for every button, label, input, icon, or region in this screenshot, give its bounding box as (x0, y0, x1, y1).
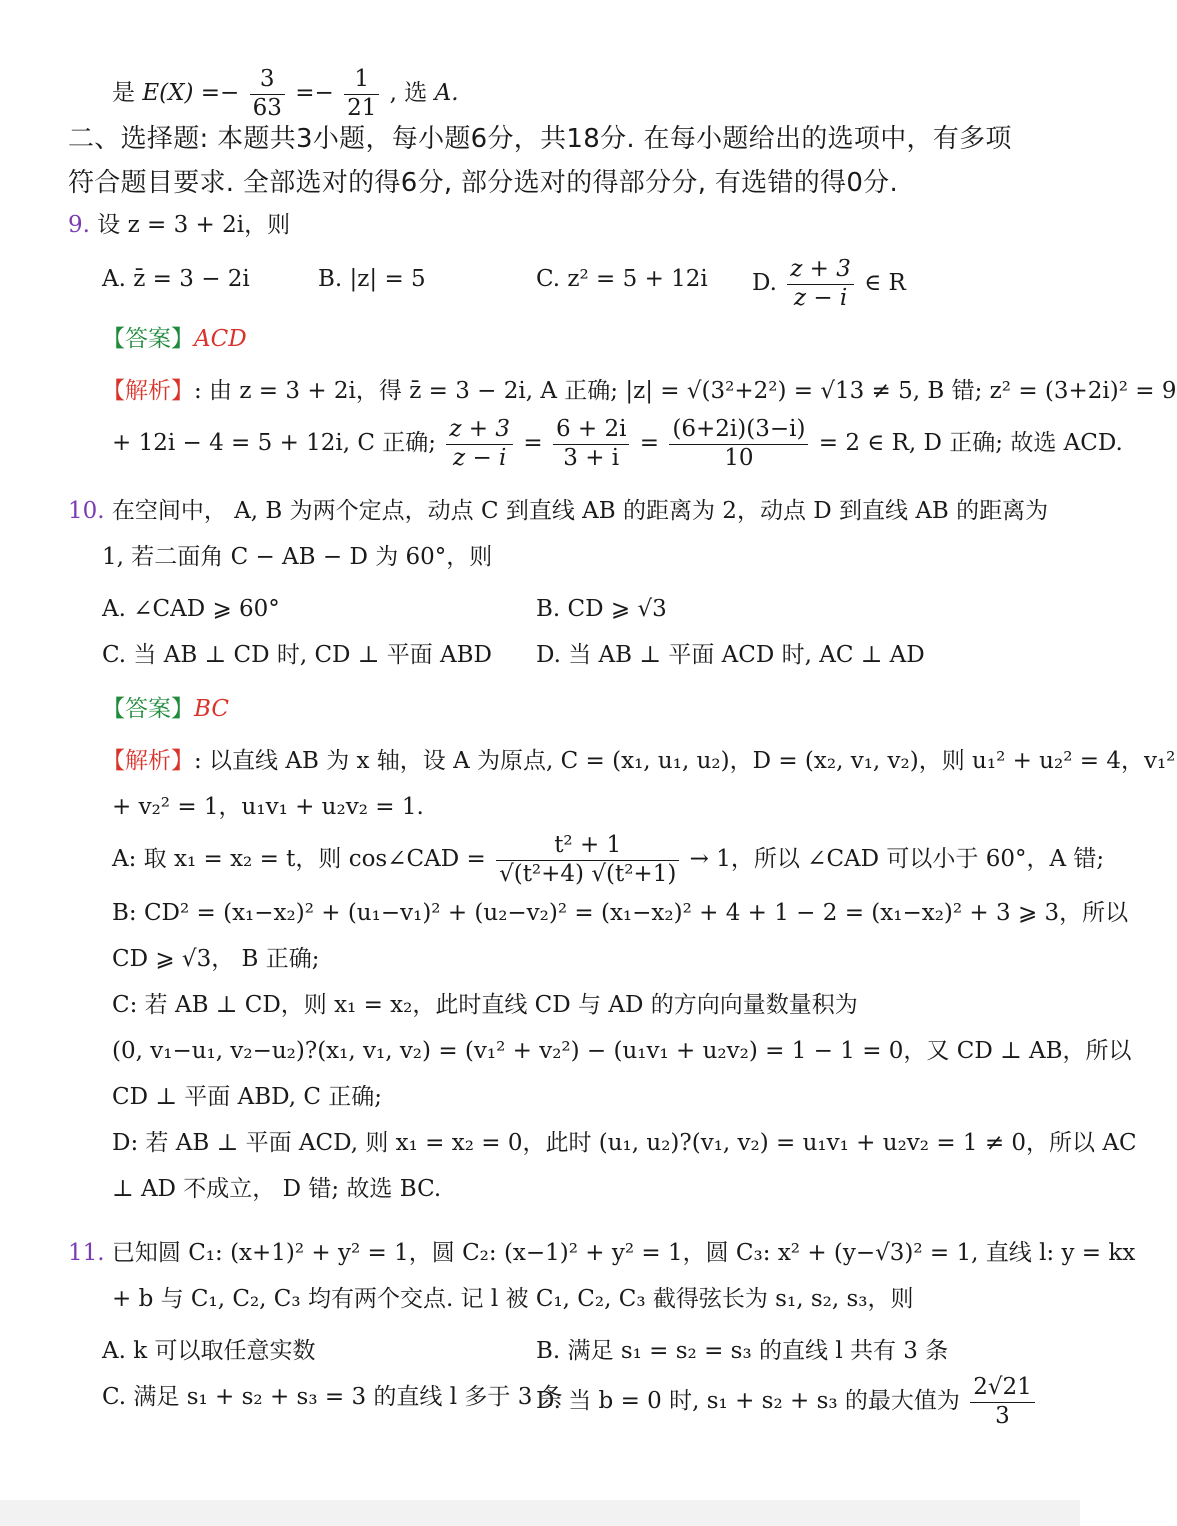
section-header-line1: 二、选择题: 本题共3小题，每小题6分，共18分. 在每小题给出的选项中，有多项 (68, 124, 1012, 154)
question-number: 9. (68, 212, 90, 238)
prev-answer-line (112, 66, 459, 122)
question-text: 在空间中， A, B 为两个定点，动点 C 到直线 AB 的距离为 2，动点 D 到直线 AB 的距离为 (111, 498, 1049, 524)
prev-text: , 选 (389, 80, 428, 107)
question-10-stem-line1 (68, 498, 1048, 526)
q9-answer (102, 326, 247, 354)
q11-option-a: A. k 可以取任意实数 (102, 1338, 316, 1364)
page-bottom-strip (0, 1500, 1080, 1526)
q10-analysis-a: A: 取 x₁ = x₂ = t，则 cos∠CAD = $\frac{\text{t² + 1}}{\text{√(t²+4) √(t²+1)}}$ → 1，所以 ∠CAD 可以小于 60°，A 错; (112, 832, 1105, 887)
q10-answer (102, 696, 229, 724)
prev-choice: A. (434, 80, 459, 107)
q10-analysis-b2: CD ⩾ √3， B 正确; (112, 946, 320, 972)
answer-value: ACD (194, 326, 247, 352)
q11-option-d: D. 当 b = 0 时, s₁ + s₂ + s₃ 的最大值为 $\frac{2√21}{3}$ (536, 1374, 1038, 1430)
q10-analysis-d1: D: 若 AB ⊥ 平面 ACD, 则 x₁ = x₂ = 0，此时 (u₁, u₂)?(v₁, v₂) = u₁v₁ + u₂v₂ = 1 ≠ 0，所以 AC (112, 1130, 1137, 1156)
question-10-stem-line2: 1, 若二面角 C − AB − D 为 60°，则 (102, 544, 493, 570)
analysis-text: : 由 z = 3 + 2i，得 z̄ = 3 − 2i, A 正确; |z| = √(3²+2²) = √13 ≠ 5, B 错; z² = (3+2i)² = 9 (194, 378, 1177, 404)
question-11-stem-line1 (68, 1240, 1135, 1268)
question-9-stem (68, 212, 290, 240)
prev-expectation: E(X) (142, 80, 194, 107)
prev-eq: =− (295, 80, 334, 107)
q9-option-a: A. z̄ = 3 − 2i (102, 266, 250, 292)
answer-value: BC (194, 696, 229, 722)
section-header-line2: 符合题目要求. 全部选对的得6分, 部分选对的得部分分, 有选错的得0分. (68, 168, 899, 198)
q10-option-d: D. 当 AB ⊥ 平面 ACD 时, AC ⊥ AD (536, 642, 925, 668)
q10-analysis-d2: ⊥ AD 不成立， D 错; 故选 BC. (112, 1176, 442, 1202)
q10-analysis-c1: C: 若 AB ⊥ CD，则 x₁ = x₂，此时直线 CD 与 AD 的方向向量数量积为 (112, 992, 858, 1018)
q10-analysis-line2: + v₂² = 1，u₁v₁ + u₂v₂ = 1. (112, 794, 424, 820)
q11-option-b: B. 满足 s₁ = s₂ = s₃ 的直线 l 共有 3 条 (536, 1338, 949, 1364)
analysis-label: 【解析】 (102, 748, 194, 774)
q10-option-b: B. CD ⩾ √3 (536, 596, 667, 622)
question-number: 11. (68, 1240, 105, 1266)
q9-option-c: C. z² = 5 + 12i (536, 266, 708, 292)
question-text: 设 z = 3 + 2i，则 (97, 212, 291, 238)
prev-frac-2: $\frac{1}{21}$ (344, 66, 379, 122)
prev-frac-1: $\frac{3}{63}$ (250, 66, 285, 122)
q10-analysis-c2: (0, v₁−u₁, v₂−u₂)?(x₁, v₁, v₂) = (v₁² + v₂²) − (u₁v₁ + u₂v₂) = 1 − 1 = 0，又 CD ⊥ AB，所以 (112, 1038, 1132, 1064)
q9-analysis-line1 (102, 378, 1177, 406)
question-11-stem-line2: + b 与 C₁, C₂, C₃ 均有两个交点. 记 l 被 C₁, C₂, C₃ 截得弦长为 s₁, s₂, s₃，则 (112, 1286, 914, 1312)
q10-option-a: A. ∠CAD ⩾ 60° (102, 596, 280, 622)
q10-option-c: C. 当 AB ⊥ CD 时, CD ⊥ 平面 ABD (102, 642, 493, 668)
prev-text: 是 (112, 80, 135, 107)
q9-option-d: D. $\frac{z + 3}{z - i}$ ∈ R (752, 256, 906, 311)
answer-label: 【答案】 (102, 326, 194, 352)
analysis-label: 【解析】 (102, 378, 194, 404)
question-text: 已知圆 C₁: (x+1)² + y² = 1，圆 C₂: (x−1)² + y² = 1，圆 C₃: x² + (y−√3)² = 1, 直线 l: y = kx (111, 1240, 1136, 1266)
prev-eq: =− (200, 80, 240, 107)
q9-option-b: B. |z| = 5 (318, 266, 426, 292)
answer-label: 【答案】 (102, 696, 194, 722)
q9-analysis-line2: + 12i − 4 = 5 + 12i, C 正确; $\frac{z + 3}{z - i}$ = $\frac{6 + 2i}{3 + i}$ = $\frac{(6+2i)(3-i)}{10}$ = 2 ∈ R, D 正确; 故选 ACD. (112, 416, 1123, 471)
question-number: 10. (68, 498, 105, 524)
q10-analysis-c3: CD ⊥ 平面 ABD, C 正确; (112, 1084, 383, 1110)
q11-option-c: C. 满足 s₁ + s₂ + s₃ = 3 的直线 l 多于 3 条 (102, 1384, 563, 1410)
q10-analysis-line1 (102, 748, 1175, 776)
q10-analysis-b1: B: CD² = (x₁−x₂)² + (u₁−v₁)² + (u₂−v₂)² = (x₁−x₂)² + 4 + 1 − 2 = (x₁−x₂)² + 3 ⩾ 3，所以 (112, 900, 1129, 926)
analysis-text: : 以直线 AB 为 x 轴，设 A 为原点, C = (x₁, u₁, u₂)，D = (x₂, v₁, v₂)，则 u₁² + u₂² = 4，v₁² (194, 748, 1176, 774)
